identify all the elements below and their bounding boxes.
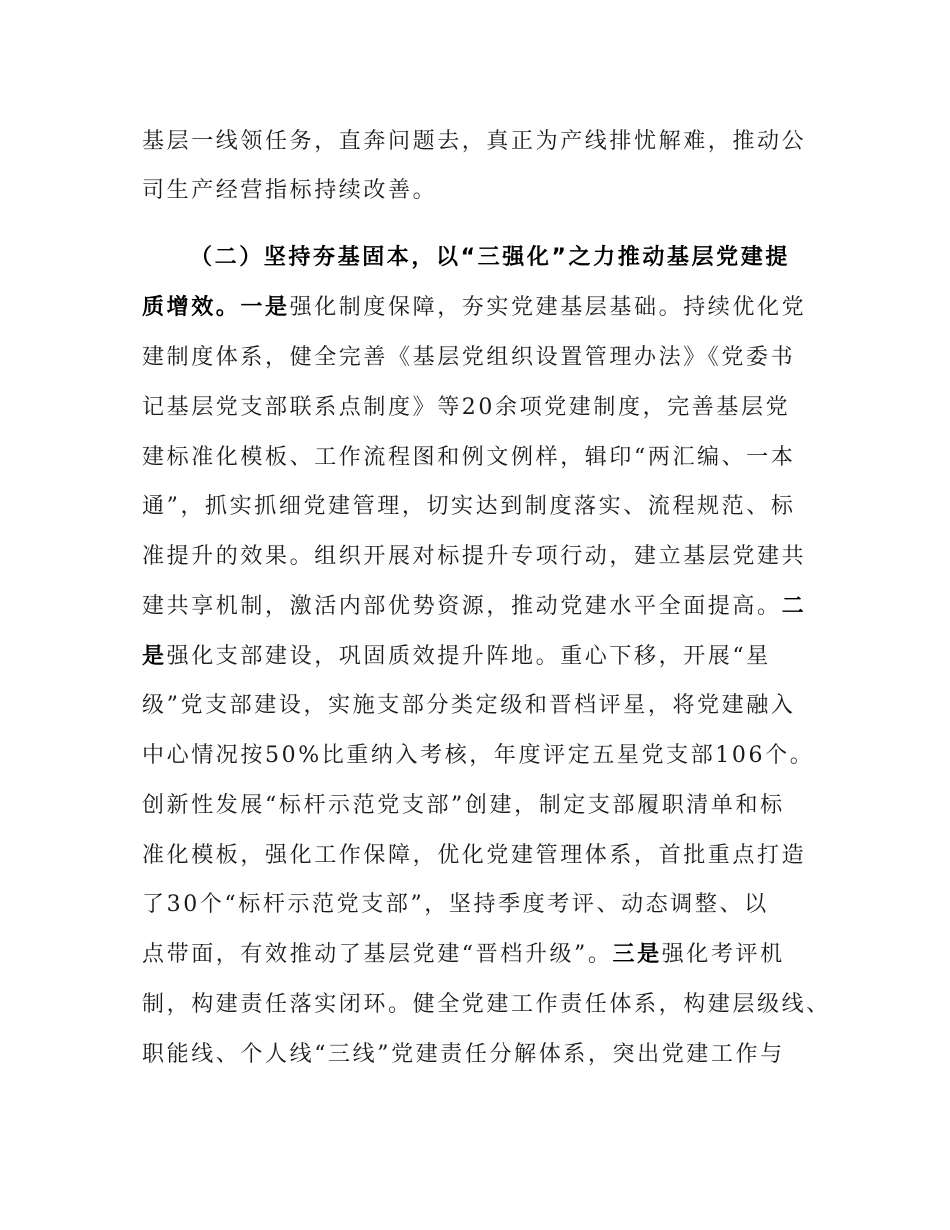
text-line: 制，构建责任落实闭环。健全党建工作责任体系，构建层级线、 — [142, 992, 831, 1017]
text-line: 建标准化模板、工作流程图和例文例样，辑印“两汇编、一本 — [142, 445, 796, 470]
text-line — [142, 637, 771, 677]
text-line: 准提升的效果。组织开展对标提升专项行动，建立基层党建共 — [142, 544, 807, 569]
text-run: 强化制度保障，夯实党建基层基础。持续优化党 — [289, 295, 807, 320]
bold-lead: 是 — [142, 644, 167, 669]
text-line: 中心情况按50%比重纳入考核，年度评定五星党支部106个。 — [142, 743, 815, 768]
text-line: 记基层党支部联系点制度》等20余项党建制度，完善基层党 — [142, 395, 791, 420]
text-line: 基层一线领任务，直奔问题去，真正为产线排忧解难，推动公 — [142, 129, 807, 154]
text-run: 点带面，有效推动了基层党建“晋档升级”。 — [142, 942, 613, 967]
text-line: 建制度体系，健全完善《基层党组织设置管理办法》《党委书 — [142, 345, 796, 370]
text-line: 准化模板，强化工作保障，优化党建管理体系，首批重点打造 — [142, 843, 807, 868]
bold-lead: 二 — [781, 594, 807, 619]
text-line: 职能线、个人线“三线”党建责任分解体系，突出党建工作与 — [142, 1042, 785, 1067]
text-run: 强化考评机 — [661, 942, 785, 967]
bold-lead: 质增效。一是 — [142, 295, 290, 320]
text-line — [142, 288, 806, 328]
text-line — [142, 935, 785, 975]
text-line: 通”，抓实抓细党建管理，切实达到制度落实、流程规范、标 — [142, 494, 796, 519]
text-line: 级”党支部建设，实施支部分类定级和晋档评星，将党建融入 — [142, 693, 796, 718]
text-line: 了30个“标杆示范党支部”，坚持季度考评、动态调整、以 — [142, 892, 769, 917]
text-line: 创新性发展“标杆示范党支部”创建，制定支部履职清单和标 — [142, 793, 785, 818]
section-heading: （二）坚持夯基固本，以“三强化”之力推动基层党建提 — [190, 245, 790, 270]
text-run: 强化支部建设，巩固质效提升阵地。重心下移，开展“星 — [166, 644, 771, 669]
text-run: 建共享机制，激活内部优势资源，推动党建水平全面提高。 — [142, 594, 782, 619]
bold-lead: 三是 — [612, 942, 662, 967]
text-line — [142, 587, 806, 627]
text-line: 司生产经营指标持续改善。 — [142, 178, 438, 203]
